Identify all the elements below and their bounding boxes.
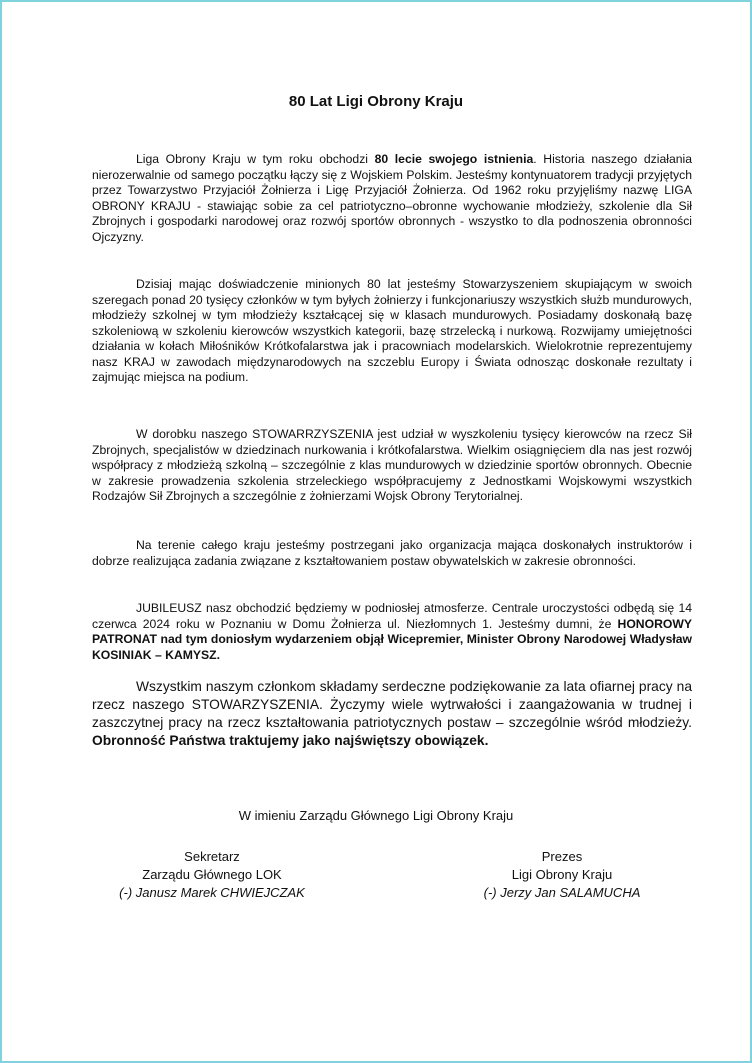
signature-name: (-) Janusz Marek CHWIEJCZAK: [119, 885, 305, 900]
signature-name: (-) Jerzy Jan SALAMUCHA: [483, 885, 641, 900]
on-behalf-line: W imieniu Zarządu Głównego Ligi Obrony Kraju: [238, 808, 514, 823]
paragraph-thanks: Wszystkim naszym członkom składamy serdeczne podziękowanie za lata ofiarnej pracy na rzecz naszego STOWARZYSZENIA. Życzymy wiele wytrwałości i zaangażowania w trudnej i zaszczytnej pracy na rzecz kształtowania patriotycznych postaw – szczególnie wśród młodzieży. Obronność Państwa traktujemy jako najświętszy obowiązek.: [92, 679, 692, 748]
page-title: 80 Lat Ligi Obrony Kraju: [288, 93, 464, 110]
signature-president: [447, 848, 677, 902]
paragraph-perception: Na terenie całego kraju jesteśmy postrzegani jako organizacja mająca doskonałych instruktorów i dobrze realizująca zadania związane z kształtowaniem postaw obywatelskich w zakresie obronności.: [92, 538, 692, 568]
signature-role: Sekretarz: [184, 849, 240, 864]
signature-role: Prezes: [541, 849, 583, 864]
paragraph-history: Liga Obrony Kraju w tym roku obchodzi 80 lecie swojego istnienia. Historia naszego działania nierozerwalnie od samego początku łączy się z Wojskiem Polskim. Jesteśmy kontynuatorem tradycji przyjętych przez Towarzystwo Przyjaciół Żołnierza i Ligę Przyjaciół Żołnierza. Od 1962 roku przyjęliśmy nazwę LIGA OBRONY KRAJU - stawiając sobie za cel patriotyczno–obronne wychowanie młodzieży, szkolenie dla Sił Zbrojnych i gospodarki narodowej oraz rozwój sportów obronnych - wszystko to dla podnoszenia obronności Ojczyzny.: [92, 152, 692, 244]
paragraph-achievements: W dorobku naszego STOWARRZYSZENIA jest udział w wyszkoleniu tysięcy kierowców na rzecz Sił Zbrojnych, specjalistów w dziedzinach nurkowania i krótkofalarstwa. Wielkim osiągnięciem dla nas jest rozwój współpracy z młodzieżą szkolną – szczególnie z klas mundurowych w dziedzinie sportów obronnych. Obecnie w zakresie prowadzenia szkolenia strzeleckiego współpracujemy z Jednostkami Wojskowymi wszystkich Rodzajów Sił Zbrojnych a szczególnie z żołnierzami Wojsk Obrony Terytorialnej.: [92, 427, 692, 503]
signature-org: Zarządu Głównego LOK: [142, 867, 282, 882]
paragraph-jubilee: JUBILEUSZ nasz obchodzić będziemy w podniosłej atmosferze. Centrale uroczystości odbędą się 14 czerwca 2024 roku w Poznaniu w Domu Żołnierza ul. Niezłomnych 1. Jesteśmy dumni, że HONOROWY PATRONAT nad tym doniosłym wydarzeniem objął Wicepremier, Minister Obrony Narodowej Władysław KOSINIAK – KAMYSZ.: [92, 601, 692, 662]
signature-secretary: [97, 848, 327, 902]
signature-org: Ligi Obrony Kraju: [511, 867, 613, 882]
paragraph-today: Dzisiaj mając doświadczenie minionych 80 lat jesteśmy Stowarzyszeniem skupiającym w swoich szeregach ponad 20 tysięcy członków w tym byłych żołnierzy i funkcjonariuszy wszystkich służb mundurowych, młodzieży szkolnej w tym młodzieży kształcącej się w klasach mundurowych. Posiadamy doskonałą bazę szkoleniową w szkoleniu kierowców wszystkich kategorii, bazę strzelecką i nurkową. Rozwijamy umiejętności działania w kołach Miłośników Krótkofalarstwa jak i pracowniach modelarskich. Wielokrotnie reprezentujemy nasz KRAJ w zawodach międzynarodowych na szczeblu Europy i Świata odnosząc doskonałe rezultaty i zajmując miejsca na podium.: [92, 277, 692, 384]
